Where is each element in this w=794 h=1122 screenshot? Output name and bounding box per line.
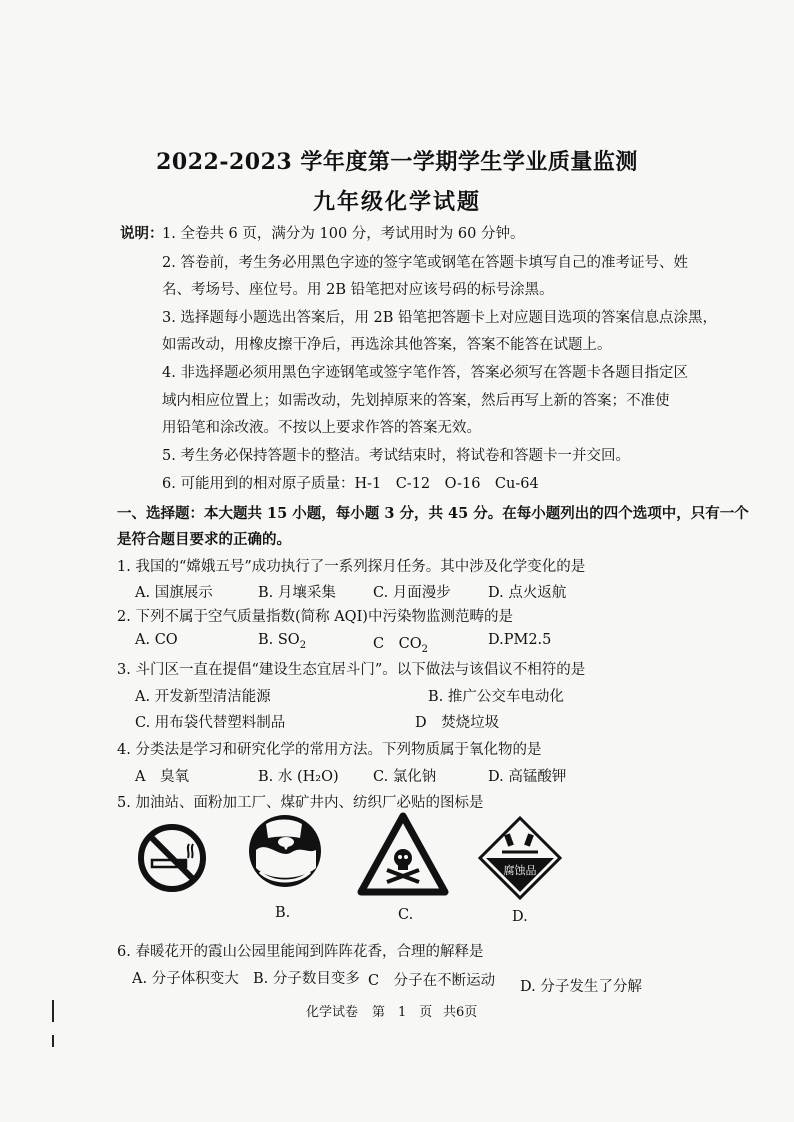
instruction-line: 2. 答卷前，考生务必用黑色字迹的签字笔或钢笔在答题卡填写自己的准考证号、姓 xyxy=(162,255,688,271)
option-b-label: B. xyxy=(275,905,291,921)
option-c: C. 月面漫步 xyxy=(373,585,451,601)
corrosive-hazard-icon xyxy=(478,816,562,900)
option-c-label: C. xyxy=(398,907,414,923)
corrosive-hand-icon xyxy=(246,810,324,892)
instruction-line: 如需改动，用橡皮擦干净后，再选涂其他答案，答案不能答在试题上。 xyxy=(162,337,612,353)
option-b: B. 月壤采集 xyxy=(258,585,336,601)
scan-mark xyxy=(52,1035,54,1047)
instruction-line: 5. 考生务必保持答题卡的整洁。考试结束时，将试卷和答题卡一并交回。 xyxy=(162,448,630,464)
no-smoking-icon xyxy=(136,822,208,894)
option-d-label: D. xyxy=(512,909,528,925)
footer-total: 共6页 xyxy=(443,1005,478,1020)
option-a: A 臭氧 xyxy=(135,769,189,785)
question-stem: 5. 加油站、面粉加工厂、煤矿井内、纺织厂必贴的图标是 xyxy=(117,795,484,811)
option-d: D 焚烧垃圾 xyxy=(415,715,500,731)
option-b: B. 水 (H₂O) xyxy=(258,769,339,785)
option-d: D. 点火返航 xyxy=(488,585,567,601)
instructions-label: 说明： xyxy=(120,225,164,242)
instruction-line: 6. 可能用到的相对原子质量：H-1 C-12 O-16 Cu-64 xyxy=(162,476,539,492)
question-stem: 2. 下列不属于空气质量指数(简称 AQI)中污染物监测范畴的是 xyxy=(117,609,513,625)
instruction-line: 用铅笔和涂改液。不按以上要求作答的答案无效。 xyxy=(162,420,481,436)
option-a: A. 分子体积变大 xyxy=(132,971,239,987)
scan-mark xyxy=(52,1000,54,1022)
instruction-line: 3. 选择题每小题选出答案后，用 2B 铅笔把答题卡上对应题目选项的答案信息点涂黑， xyxy=(162,310,718,326)
instruction-line: 名、考场号、座位号。用 2B 铅笔把对应该号码的标号涂黑。 xyxy=(162,282,554,298)
option-d: D. 高锰酸钾 xyxy=(488,769,567,785)
question-stem: 6. 春暖花开的霞山公园里能闻到阵阵花香，合理的解释是 xyxy=(117,944,484,960)
footer-subject: 化学试卷 xyxy=(306,1005,359,1020)
corrosive-label: 腐蚀品 xyxy=(503,864,537,877)
option-c: C $CO_2$ xyxy=(373,636,428,655)
option-b: B. $SO_2$ xyxy=(258,632,307,651)
footer-page: 第 1 页 xyxy=(372,1005,433,1020)
toxic-skull-icon xyxy=(357,812,449,896)
question-stem: 4. 分类法是学习和研究化学的常用方法。下列物质属于氧化物的是 xyxy=(117,742,542,758)
page-title: 2022-2023 学年度第一学期学生学业质量监测 xyxy=(156,149,638,175)
option-c: C. 氯化钠 xyxy=(373,769,437,785)
page-subtitle: 九年级化学试题 xyxy=(312,189,481,215)
question-stem: 1. 我国的“嫦娥五号”成功执行了一系列探月任务。其中涉及化学变化的是 xyxy=(117,559,586,575)
instruction-line: 域内相应位置上；如需改动，先划掉原来的答案，然后再写上新的答案；不准使 xyxy=(162,393,670,409)
option-b: B. 分子数目变多 xyxy=(253,971,360,987)
option-c: C 分子在不断运动 xyxy=(368,973,496,989)
option-a: A. CO xyxy=(135,632,178,648)
section-heading-cont: 是符合题目要求的正确的。 xyxy=(117,531,291,548)
option-c: C. 用布袋代替塑料制品 xyxy=(135,715,286,731)
option-d: D. 分子发生了分解 xyxy=(520,979,642,995)
option-a: A. 开发新型清洁能源 xyxy=(135,689,271,705)
option-a: A. 国旗展示 xyxy=(135,585,213,601)
instruction-line: 1. 全卷共 6 页，满分为 100 分，考试用时为 60 分钟。 xyxy=(162,226,525,242)
instruction-line: 4. 非选择题必须用黑色字迹钢笔或签字笔作答，答案必须写在答题卡各题目指定区 xyxy=(162,365,688,381)
option-d: D.PM2.5 xyxy=(488,632,552,648)
option-b: B. 推广公交车电动化 xyxy=(428,689,564,705)
section-heading: 一、选择题：本大题共 15 小题，每小题 3 分，共 45 分。在每小题列出的四个选项中，只有一个 xyxy=(117,505,749,522)
question-stem: 3. 斗门区一直在提倡“建设生态宜居斗门”。以下做法与该倡议不相符的是 xyxy=(117,662,586,678)
